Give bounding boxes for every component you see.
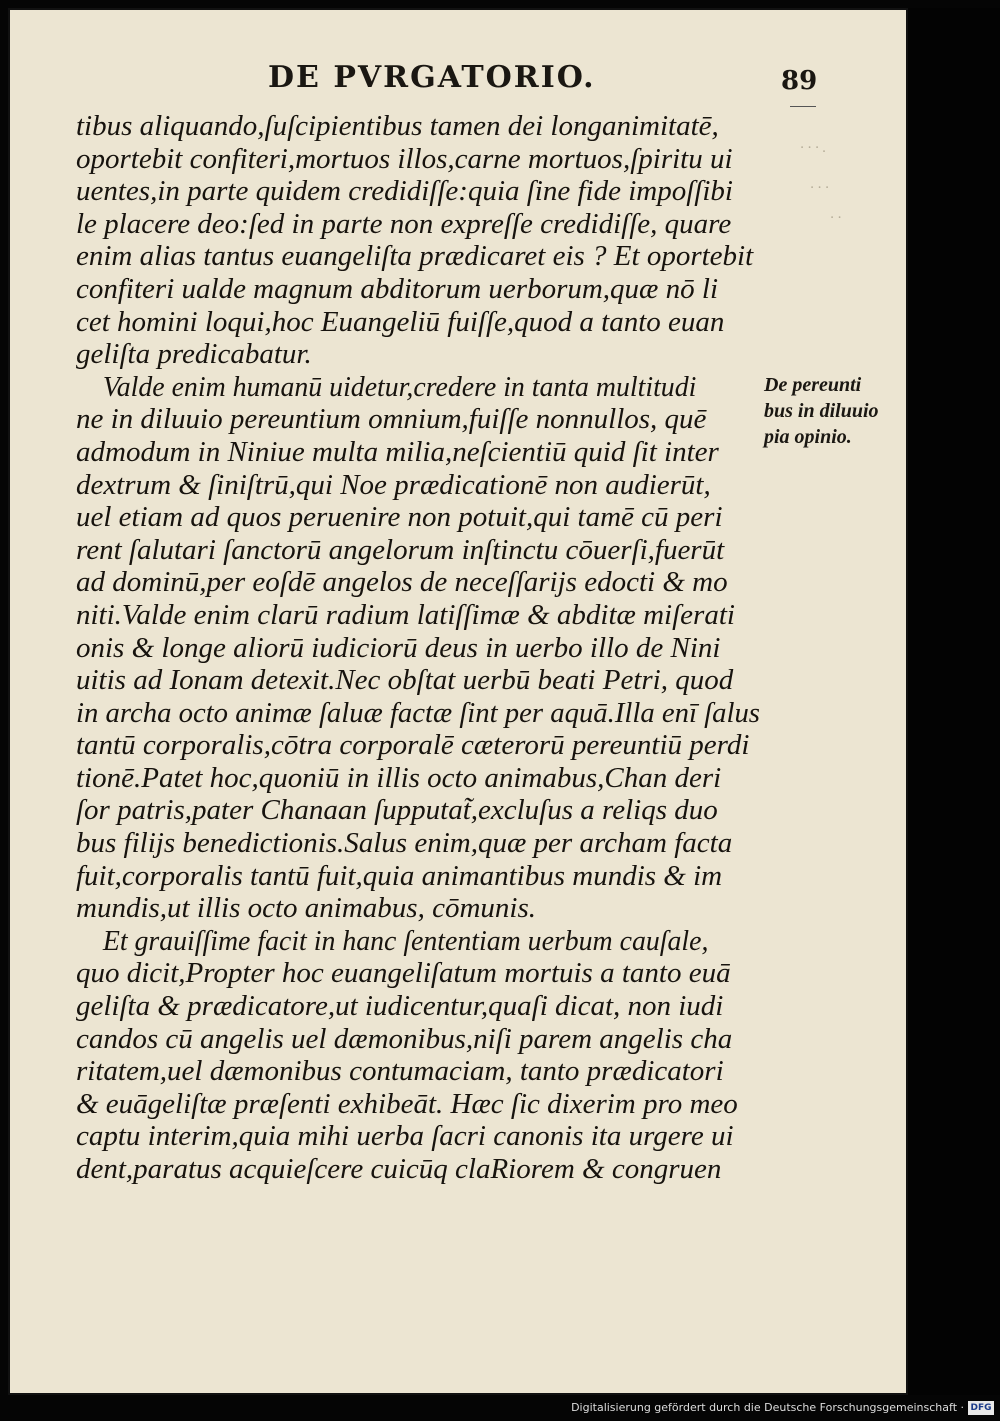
text-line: geliſta & prædicatore,ut iudicentur,quaſi dicat, non iudi bbox=[76, 990, 724, 1023]
text-line: tibus aliquando,ſuſcipientibus tamen dei longanimitatē, bbox=[76, 110, 719, 142]
text-line: oportebit confiteri,mortuos illos,carne mortuos,ſpiritu ui bbox=[76, 142, 733, 175]
text-line: & euāgeliſtæ præſenti exhibeāt. Hæc ſic dixerim pro meo bbox=[76, 1087, 738, 1120]
bleed-through-text: · · · . bbox=[800, 140, 827, 156]
text-line: onis & longe aliorū iudiciorū deus in uerbo illo de Nini bbox=[76, 631, 721, 664]
text-line: in archa octo animæ ſaluæ factæ ſint per aquā.Illa enī ſalus bbox=[76, 696, 760, 729]
folio-rule bbox=[790, 106, 816, 107]
text-line: ritatem,uel dæmonibus contumaciam, tanto prædicatori bbox=[76, 1055, 724, 1088]
text-line: quo dicit,Propter hoc euangeliſatum mortuis a tanto euā bbox=[76, 957, 731, 990]
dfg-logo: DFG bbox=[968, 1401, 994, 1415]
text-line: mundis,ut illis octo animabus, cōmunis. bbox=[76, 892, 536, 925]
text-line: admodum in Niniue multa milia,neſcientiū quid ſit inter bbox=[76, 435, 719, 468]
text-line: uentes,in parte quidem credidiſſe:quia ſine fide impoſſibi bbox=[76, 175, 733, 208]
bleed-through-text: · · bbox=[830, 210, 842, 226]
marginal-note-line: bus in diluuio bbox=[764, 400, 879, 422]
bleed-through-text: · · · bbox=[810, 180, 829, 196]
digitization-footer: Digitalisierung gefördert durch die Deutsche Forschungsgemeinschaft · bbox=[571, 1401, 964, 1414]
book-page bbox=[8, 8, 908, 1395]
running-head: DE PVRGATORIO. bbox=[268, 60, 596, 95]
text-line: le placere deo:ſed in parte non expreſſe credidiſſe, quare bbox=[76, 207, 732, 240]
text-line: fuit,corporalis tantū fuit,quia animantibus mundis & im bbox=[76, 859, 723, 892]
text-line: ad dominū,per eoſdē angelos de neceſſarijs edocti & mo bbox=[76, 566, 728, 599]
text-line: tionē.Patet hoc,quoniū in illis octo animabus,Chan deri bbox=[76, 761, 722, 794]
text-line: rent ſalutari ſanctorū angelorum inſtinctu cōuerſi,fuerūt bbox=[76, 533, 725, 566]
text-line: dent,paratus acquieſcere cuicūq claRiorem & congruen bbox=[76, 1153, 722, 1185]
marginal-note-line: De pereunti bbox=[764, 374, 862, 396]
scan-edge bbox=[908, 8, 1000, 1395]
text-line: bus filijs benedictionis.Salus enim,quæ per archam facta bbox=[76, 827, 733, 860]
text-line: ſor patris,pater Chanaan ſupputat̃,excluſus a reliqs duo bbox=[76, 794, 718, 827]
folio-number: 89 bbox=[781, 66, 818, 96]
text-line: uitis ad Ionam detexit.Nec obſtat uerbū beati Petri, quod bbox=[76, 664, 734, 697]
text-line: ne in diluuio pereuntium omnium,fuiſſe nonnullos, quē bbox=[76, 403, 707, 436]
text-line: uel etiam ad quos peruenire non potuit,qui tamē cū peri bbox=[76, 501, 723, 534]
text-line: candos cū angelis uel dæmonibus,niſi parem angelis cha bbox=[76, 1022, 733, 1055]
marginal-note-line: pia opinio. bbox=[764, 426, 852, 448]
text-line: cet homini loqui,hoc Euangeliū fuiſſe,quod a tanto euan bbox=[76, 305, 725, 338]
text-line: captu interim,quia mihi uerba ſacri canonis ita urgere ui bbox=[76, 1120, 734, 1153]
text-line: dextrum & ſiniſtrū,qui Noe prædicationē non audierūt, bbox=[76, 468, 711, 501]
text-line: enim alias tantus euangeliſta prædicaret eis ? Et oportebit bbox=[76, 240, 754, 273]
text-line: niti.Valde enim clarū radium latiſſimæ & abditæ miſerati bbox=[76, 598, 735, 631]
text-line: geliſta predicabatur. bbox=[76, 338, 312, 371]
text-line: tantū corporalis,cōtra corporalē cæterorū pereuntiū perdi bbox=[76, 729, 750, 762]
text-line: Et grauiſſime facit in hanc ſententiam uerbum cauſale, bbox=[102, 924, 709, 957]
body-text bbox=[76, 110, 760, 1186]
text-line: confiteri ualde magnum abditorum uerborum,quæ nō li bbox=[76, 272, 719, 305]
text-line: Valde enim humanū uidetur,credere in tanta multitudi bbox=[102, 370, 697, 403]
marginal-note bbox=[764, 372, 879, 450]
